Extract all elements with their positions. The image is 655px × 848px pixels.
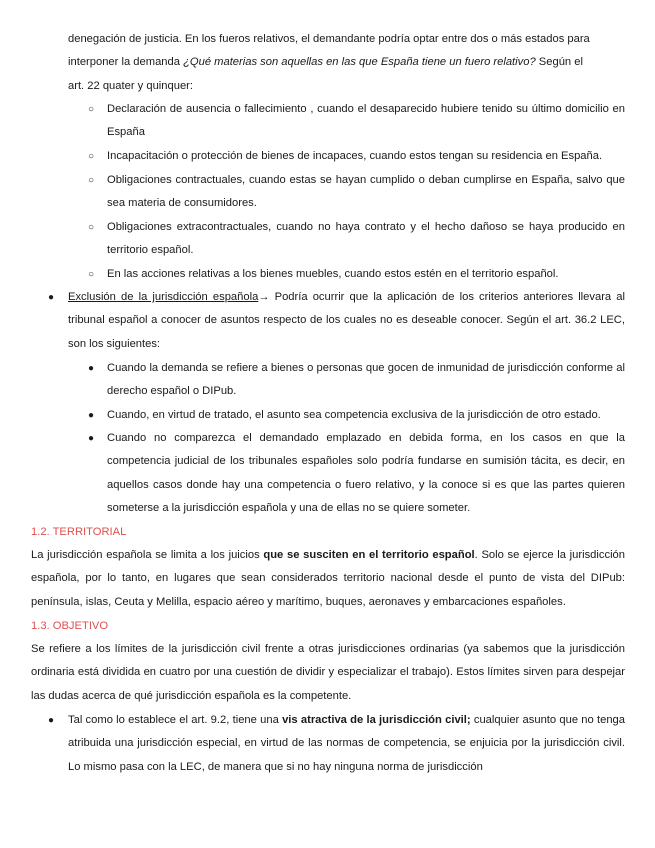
circle-bullet: ○ <box>88 222 95 233</box>
list-item: Cuando la demanda se refiere a bienes o personas que gocen de inmunidad de jurisdicción conforme al derecho español o DIPub. <box>107 362 625 398</box>
objetivo-list-item <box>68 709 625 779</box>
objetivo-item-bold: vis atractiva de la jurisdicción civil; <box>282 714 471 726</box>
section-heading-territorial: 1.2. TERRITORIAL <box>31 526 127 538</box>
disc-bullet: ● <box>88 363 95 374</box>
territorial-bold: que se susciten en el territorio español <box>263 549 475 561</box>
intro-paragraph <box>68 28 625 98</box>
list-item: Declaración de ausencia o fallecimiento , cuando el desaparecido hubiere tenido su último domicilio en España <box>107 103 625 139</box>
territorial-paragraph <box>31 544 625 614</box>
territorial-text-pre: La jurisdicción española se limita a los juicios <box>31 549 264 561</box>
circle-bullet: ○ <box>88 104 95 115</box>
list-item: En las acciones relativas a los bienes muebles, cuando estos estén en el territorio español. <box>107 268 559 280</box>
exclusion-text: Podría ocurrir que la aplicación de los criterios anteriores llevara al tribunal español a conocer de asuntos respecto de los cuales no es deseable conocer. Según el art. 36.2 LEC, son los siguientes: <box>68 291 625 350</box>
section-heading-objetivo: 1.3. OBJETIVO <box>31 620 109 632</box>
intro-line-2-post: Según el <box>538 56 583 69</box>
intro-question: ¿Qué materias son aquellas en las que España tiene un fuero relativo? <box>183 56 536 69</box>
objetivo-item-post: cualquier asunto que no tenga atribuida una jurisdicción especial, en virtud de las normas de competencia, se enjuicia por la jurisdicción civil. Lo mismo pasa con la LEC, de manera que si no hay ninguna norma de jurisdicción <box>68 714 626 773</box>
disc-bullet: ● <box>88 410 95 421</box>
exclusion-paragraph <box>68 286 625 356</box>
circle-bullet: ○ <box>88 151 95 162</box>
list-item: Obligaciones extracontractuales, cuando no haya contrato y el hecho dañoso se haya producido en territorio español. <box>107 221 625 257</box>
intro-line-2-pre: interponer la demanda <box>68 56 180 69</box>
list-item: Cuando, en virtud de tratado, el asunto sea competencia exclusiva de la jurisdicción de otro estado. <box>107 409 601 421</box>
intro-line-1: denegación de justicia. En los fueros relativos, el demandante podría optar entre dos o más estados para <box>68 33 590 45</box>
list-item: Obligaciones contractuales, cuando estas se hayan cumplido o deban cumplirse en España, salvo que sea materia de consumidores. <box>107 174 625 210</box>
disc-bullet: ● <box>88 433 95 444</box>
disc-bullet: ● <box>48 292 55 303</box>
exclusion-title: Exclusión de la jurisdicción española <box>68 291 259 303</box>
circle-bullet: ○ <box>88 175 95 186</box>
objetivo-item-pre: Tal como lo establece el art. 9.2, tiene una <box>68 714 283 726</box>
territorial-text-post: . Solo se ejerce la jurisdicción española, por lo tanto, en lugares que sean considerados territorio nacional desde el punto de vista del DIPub: península, islas, Ceuta y Melilla, espacio aéreo y marítimo, buques, aeronaves y embarcaciones españoles. <box>31 549 626 608</box>
objetivo-paragraph: Se refiere a los límites de la jurisdicción civil frente a otras jurisdicciones ordinarias (ya sabemos que la jurisdicción ordinaria está dividida en cuatro por una cuestión de dividir y especializar el trabajo). Estos límites sirven para despejar las dudas acerca de qué jurisdicción española es la competente. <box>31 643 625 702</box>
circle-bullet: ○ <box>88 269 95 280</box>
list-item: Incapacitación o protección de bienes de incapaces, cuando estos tengan su residencia en España. <box>107 150 603 162</box>
list-item: Cuando no comparezca el demandado emplazado en debida forma, en los casos en que la competencia judicial de los tribunales españoles solo podría fundarse en sumisión tácita, es decir, en aquellos casos donde hay una competencia o fuero relativo, y la conoce si es que las partes quieren someterse a la jurisdicción española y una de ellas no se quiere someter. <box>107 432 625 515</box>
disc-bullet: ● <box>48 715 55 726</box>
intro-line-3: art. 22 quater y quinquer: <box>68 79 194 92</box>
arrow-glyph: → <box>258 291 270 303</box>
